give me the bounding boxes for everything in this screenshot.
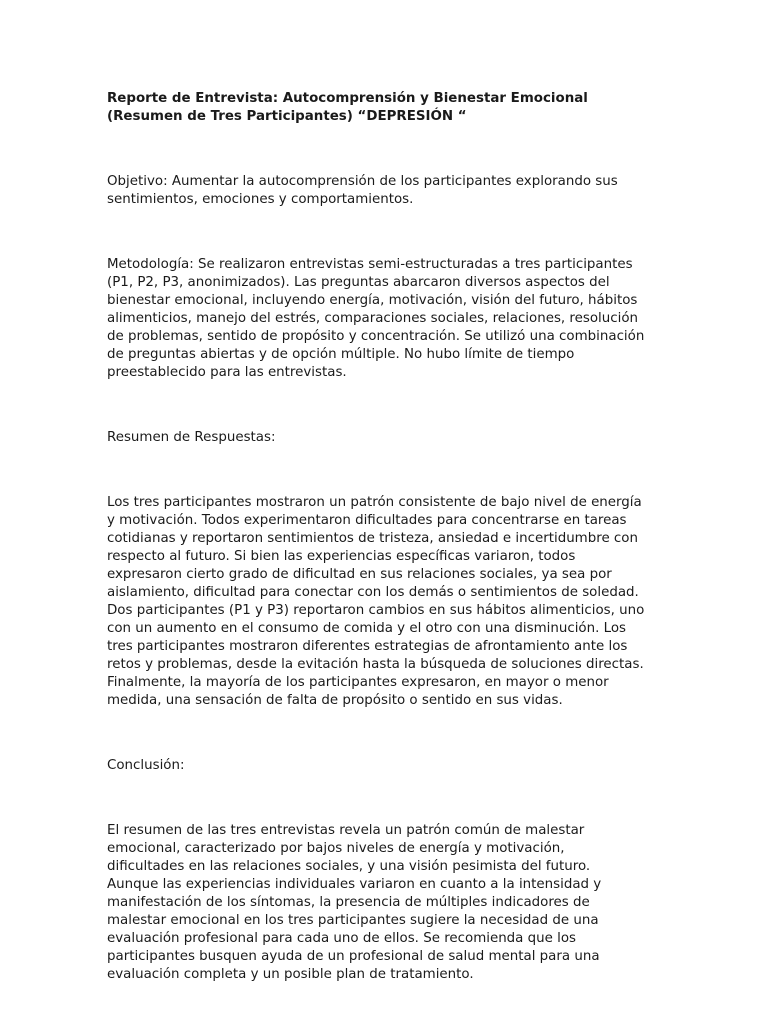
- document-page: [107, 90, 682, 984]
- summary-paragraph: Los tres participantes mostraron un patrón consistente de bajo nivel de energía y motivación. Todos experimentaron dificultades para concentrarse en tareas cotidianas y reportaron sentimientos de tristeza, ansiedad e incertidumbre con respecto al futuro. Si bien las experiencias específicas variaron, todos expresaron cierto grado de dificultad en sus relaciones sociales, ya sea por aislamiento, dificultad para conectar con los demás o sentimientos de soledad. Dos participantes (P1 y P3) reportaron cambios en sus hábitos alimenticios, uno con un aumento en el consumo de comida y el otro con una disminución. Los tres participantes mostraron diferentes estrategias de afrontamiento ante los retos y problemas, desde la evitación hasta la búsqueda de soluciones directas. Finalmente, la mayoría de los participantes expresaron, en mayor o menor medida, una sensación de falta de propósito o sentido en sus vidas.: [107, 495, 645, 708]
- objective-paragraph: Objetivo: Aumentar la autocomprensión de los participantes explorando sus sentimientos, emociones y comportamientos.: [107, 174, 618, 207]
- methodology-paragraph: Metodología: Se realizaron entrevistas semi-estructuradas a tres participantes (P1, P2, P3, anonimizados). Las preguntas abarcaron diversos aspectos del bienestar emocional, incluyendo energía, motivación, visión del futuro, hábitos alimenticios, manejo del estrés, comparaciones sociales, relaciones, resolución de problemas, sentido de propósito y concentración. Se utilizó una combinación de preguntas abiertas y de opción múltiple. No hubo límite de tiempo preestablecido para las entrevistas.: [107, 257, 645, 380]
- summary-heading: Resumen de Respuestas:: [107, 430, 276, 445]
- conclusion-heading: Conclusión:: [107, 758, 185, 773]
- conclusion-paragraph: El resumen de las tres entrevistas revela un patrón común de malestar emocional, caracterizado por bajos niveles de energía y motivación, dificultades en las relaciones sociales, y una visión pesimista del futuro. Aunque las experiencias individuales variaron en cuanto a la intensidad y manifestación de los síntomas, la presencia de múltiples indicadores de malestar emocional en los tres participantes sugiere la necesidad de una evaluación profesional para cada uno de ellos. Se recomienda que los participantes busquen ayuda de un profesional de salud mental para una evaluación completa y un posible plan de tratamiento.: [107, 823, 602, 982]
- document-title: Reporte de Entrevista: Autocomprensión y Bienestar Emocional (Resumen de Tres Participantes) “DEPRESIÓN “: [107, 91, 588, 124]
